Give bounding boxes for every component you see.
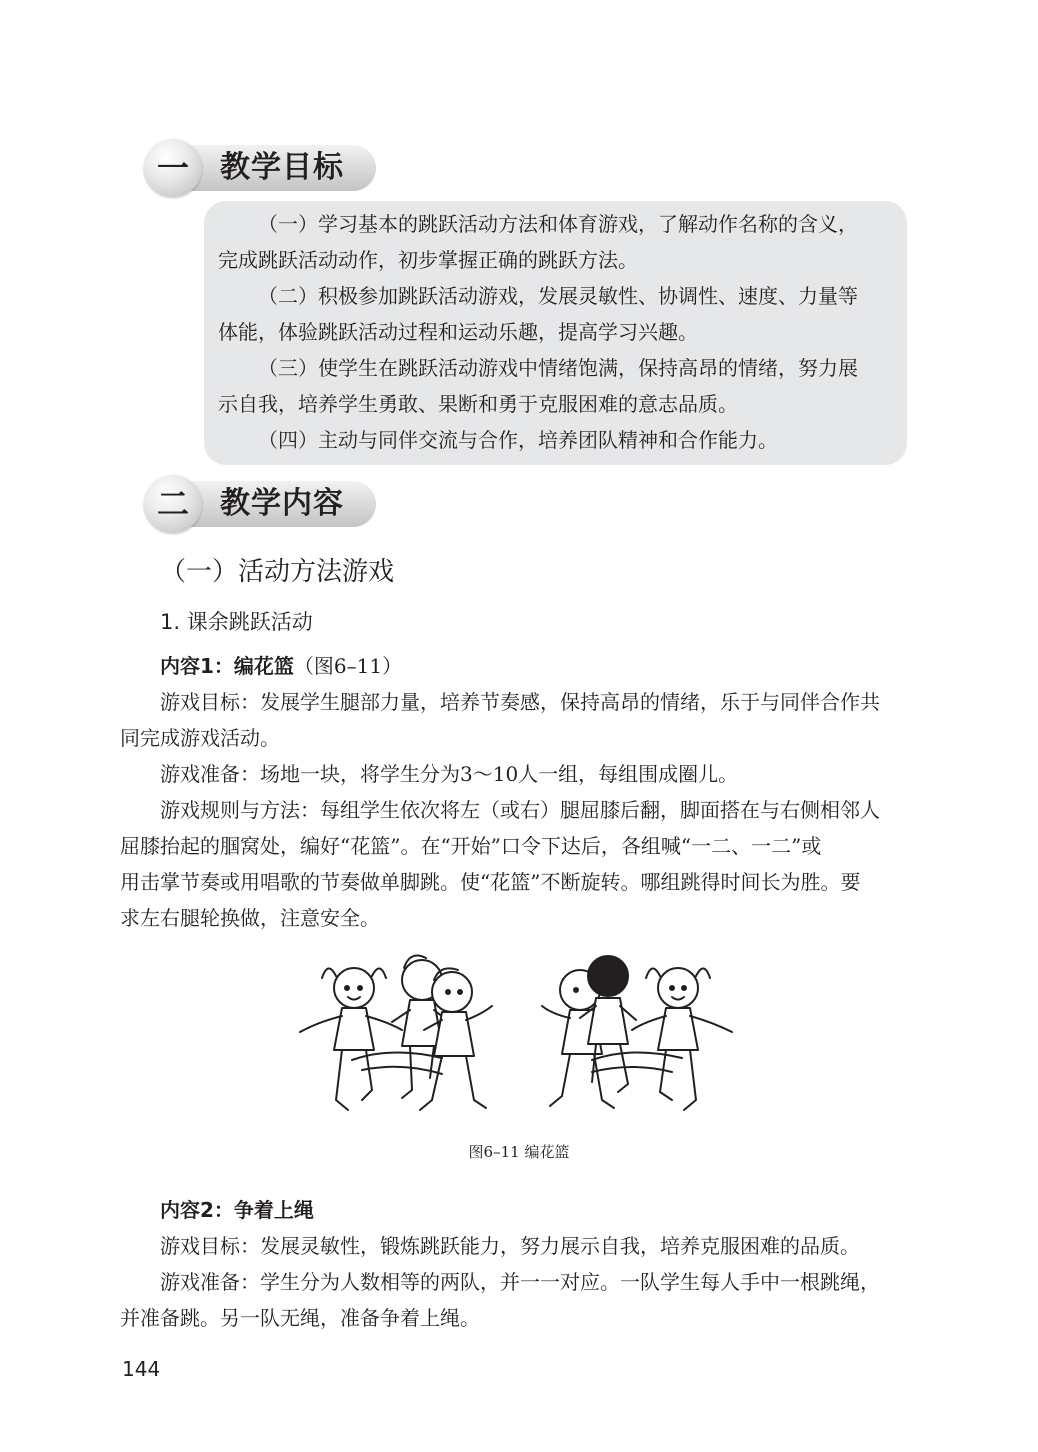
content2-goal: 游戏目标：发展灵敏性，锻炼跳跃能力，努力展示自我，培养克服困难的品质。: [160, 1234, 860, 1258]
goal-line: （三）使学生在跳跃活动游戏中情绪饱满，保持高昂的情绪，努力展: [258, 356, 858, 380]
goal-line: 体能，体验跳跃活动过程和运动乐趣，提高学习兴趣。: [218, 320, 698, 344]
content1-heading: [160, 648, 402, 684]
page-number: 144: [122, 1357, 161, 1381]
content1-label: 内容1：编花篮: [160, 654, 294, 678]
section-number: 二: [156, 485, 189, 523]
section-number: 一: [156, 149, 189, 187]
content2-label: 内容2：争着上绳: [160, 1198, 314, 1222]
left-kids-group: [300, 956, 492, 1110]
goal-line: （二）积极参加跳跃活动游戏，发展灵敏性、协调性、速度、力量等: [258, 284, 858, 308]
flower-basket-illustration: [292, 950, 742, 1140]
goal-line: 完成跳跃活动动作，初步掌握正确的跳跃方法。: [218, 248, 638, 272]
section-title: 教学目标: [220, 150, 344, 185]
content1-rules-line: 用击掌节奏或用唱歌的节奏做单脚跳。使“花篮”不断旋转。哪组跳得时间长为胜。要: [120, 870, 861, 894]
content1-rules-line: 求左右腿轮换做，注意安全。: [120, 906, 380, 930]
content1-rules-line: 屈膝抬起的腘窝处，编好“花篮”。在“开始”口令下达后，各组喊“一二、一二”或: [120, 834, 822, 858]
goal-line: （一）学习基本的跳跃活动方法和体育游戏，了解动作名称的含义，: [258, 212, 858, 236]
section-header-content: [144, 475, 376, 533]
content1-prep: 游戏准备：场地一块，将学生分为3～10人一组，每组围成圈儿。: [160, 762, 739, 786]
section-title: 教学内容: [220, 486, 344, 521]
subheading-activity-games: （一）活动方法游戏: [160, 557, 395, 587]
content1-goal-line: 同完成游戏活动。: [120, 726, 280, 750]
content1-figure-ref: （图6–11）: [293, 654, 403, 678]
content2-prep-line: 并准备跳。另一队无绳，准备争着上绳。: [120, 1306, 480, 1330]
content1-rules-line: 游戏规则与方法：每组学生依次将左（或右）腿屈膝后翻，脚面搭在与右侧相邻人: [160, 798, 880, 822]
content1-goal-line: 游戏目标：发展学生腿部力量，培养节奏感，保持高昂的情绪，乐于与同伴合作共: [160, 690, 880, 714]
subheading-after-class-jumping: 1. 课余跳跃活动: [160, 610, 313, 634]
content2-prep-line: 游戏准备：学生分为人数相等的两队，并一一对应。一队学生每人手中一根跳绳，: [160, 1270, 880, 1294]
figure-caption: 图6–11 编花篮: [468, 1143, 570, 1161]
goal-line: （四）主动与同伴交流与合作，培养团队精神和合作能力。: [258, 428, 778, 452]
content2-heading: [160, 1192, 314, 1228]
goal-line: 示自我，培养学生勇敢、果断和勇于克服困难的意志品质。: [218, 392, 738, 416]
section-header-goals: [144, 139, 376, 197]
right-kids-group: [542, 956, 732, 1110]
